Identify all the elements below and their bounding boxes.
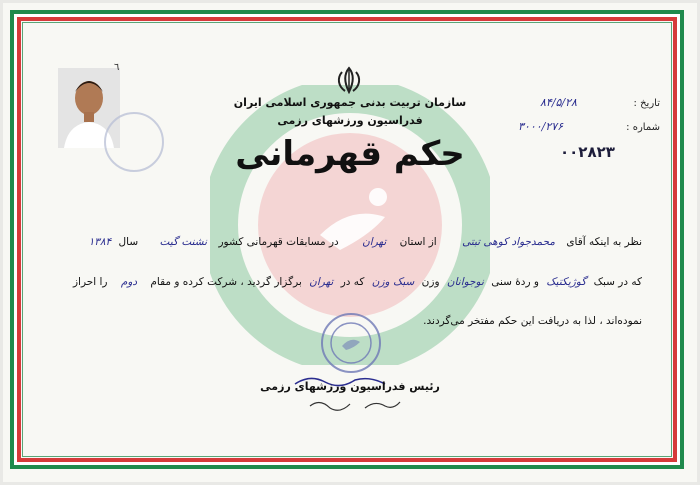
line2-f: را احراز bbox=[72, 276, 108, 288]
date-label: تاریخ : bbox=[633, 98, 660, 109]
age-category: نوجوانان bbox=[446, 276, 484, 288]
event: نشنت گیت bbox=[159, 236, 208, 248]
date-value: ۸۴/۵/۲۸ bbox=[540, 96, 577, 109]
recipient-name: محمدجواد کوهی تبتی bbox=[462, 236, 555, 248]
year-label: سال bbox=[118, 236, 139, 248]
secondary-signature bbox=[305, 396, 405, 416]
province: تهران bbox=[362, 236, 387, 248]
serial-number: ۰۰۲۸۲۳ bbox=[560, 143, 615, 161]
line1-intro: نظر به اینکه آقای bbox=[566, 236, 642, 248]
federation-title: فدراسیون ورزشهای رزمی bbox=[277, 114, 423, 127]
rank: دوم bbox=[120, 276, 138, 288]
line1-in: در مسابقات قهرمانی کشور bbox=[218, 236, 339, 248]
body-line-2 bbox=[60, 276, 642, 288]
organization-title: سازمان تربیت بدنی جمهوری اسلامی ایران bbox=[233, 96, 467, 109]
host-city: تهران bbox=[309, 276, 334, 288]
line2-a: که در سبک bbox=[593, 276, 642, 288]
iran-emblem-icon bbox=[333, 66, 365, 94]
line2-d: که در bbox=[340, 276, 365, 288]
certificate-title: حکم قهرمانی bbox=[235, 134, 465, 174]
photo-stamp bbox=[104, 112, 164, 172]
federation-chair-title: رئیس فدراسیون ورزشهای رزمی bbox=[260, 380, 440, 393]
line2-b: و ردهٔ سنی bbox=[491, 276, 539, 288]
federation-seal bbox=[320, 312, 382, 374]
line1-from: از استان bbox=[399, 236, 437, 248]
weight-category: سبک وزن bbox=[371, 276, 415, 288]
body-line-1 bbox=[60, 236, 642, 248]
body-line-3: نموده‌اند ، لذا به دریافت این حکم مفتخر می‌گردند. bbox=[423, 315, 642, 327]
line2-c: وزن bbox=[421, 276, 440, 288]
year-value: ۱۳۸۴ bbox=[88, 236, 112, 248]
number-label: شماره : bbox=[626, 122, 660, 133]
photo-mark: ٦ bbox=[114, 62, 120, 73]
martial-style: گوژیکتیک bbox=[546, 276, 587, 288]
line2-e: برگزار گردید ، شرکت کرده و مقام bbox=[150, 276, 302, 288]
number-value: ۳۰۰۰/۲۷۶ bbox=[518, 120, 564, 133]
